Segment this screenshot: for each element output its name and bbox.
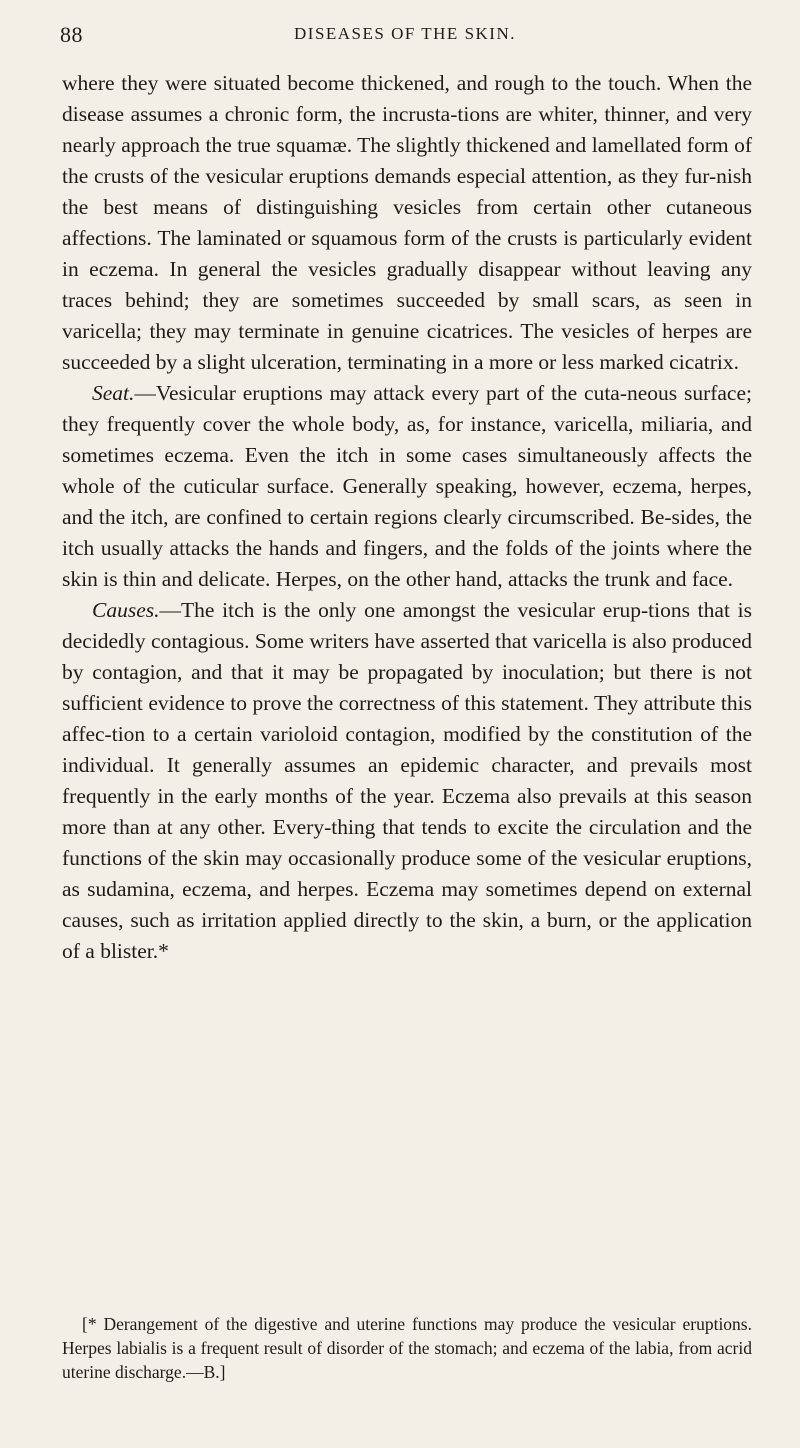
section-heading-seat: Seat. — [92, 381, 135, 405]
paragraph-text: —Vesicular eruptions may attack every part of the cuta-neous surface; they frequently cover the whole body, as, for instance, varicella, miliaria, and sometimes eczema. Even the itch in some cases simultaneously affects the whole of the cuticular surface. Generally speaking, however, eczema, herpes, and the itch, are confined to certain regions clearly circumscribed. Be-sides, the itch usually attacks the hands and fingers, and the folds of the joints where the skin is thin and delicate. Herpes, on the other hand, attacks the trunk and face. — [62, 381, 752, 591]
running-head: DISEASES OF THE SKIN. — [294, 24, 516, 43]
paragraph-text: where they were situated become thickened, and rough to the touch. When the disease assumes a chronic form, the incrusta-tions are whiter, thinner, and very nearly approach the true squamæ. The slightly thickened and lamellated form of the crusts of the vesicular eruptions demands especial attention, as they fur-nish the best means of distinguishing vesicles from certain other cutaneous affections. The laminated or squamous form of the crusts is particularly evident in eczema. In general the vesicles gradually disappear without leaving any traces behind; they are sometimes succeeded by small scars, as seen in varicella; they may terminate in genuine cicatrices. The vesicles of herpes are succeeded by a slight ulceration, terminating in a more or less marked cicatrix. — [62, 71, 752, 374]
paragraph-causes — [62, 595, 752, 967]
paragraph-seat — [62, 378, 752, 595]
paragraph-text: —The itch is the only one amongst the vesicular erup-tions that is decidedly contagious. Some writers have asserted that varicella is also produced by contagion, and that it may be propagated by inoculation; but there is not sufficient evidence to prove the correctness of this statement. They attribute this affec-tion to a certain varioloid contagion, modified by the constitution of the individual. It generally assumes an epidemic character, and prevails most frequently in the early months of the year. Eczema also prevails at this season more than at any other. Every-thing that tends to excite the circulation and the functions of the skin may occasionally produce some of the vesicular eruptions, as sudamina, eczema, and herpes. Eczema may sometimes depend on external causes, such as irritation applied directly to the skin, a burn, or the application of a blister.* — [62, 598, 752, 963]
footnote-text: [* Derangement of the digestive and uterine functions may produce the vesicular eruptions. Herpes labialis is a frequent result of disorder of the stomach; and eczema of the labia, from acrid uterine discharge.—B.] — [62, 1314, 752, 1382]
section-heading-causes: Causes. — [92, 598, 160, 622]
footnote — [62, 1312, 752, 1384]
paragraph-crusts — [62, 68, 752, 378]
page-header — [60, 22, 750, 56]
page-number: 88 — [60, 22, 83, 47]
body-text — [62, 68, 752, 967]
